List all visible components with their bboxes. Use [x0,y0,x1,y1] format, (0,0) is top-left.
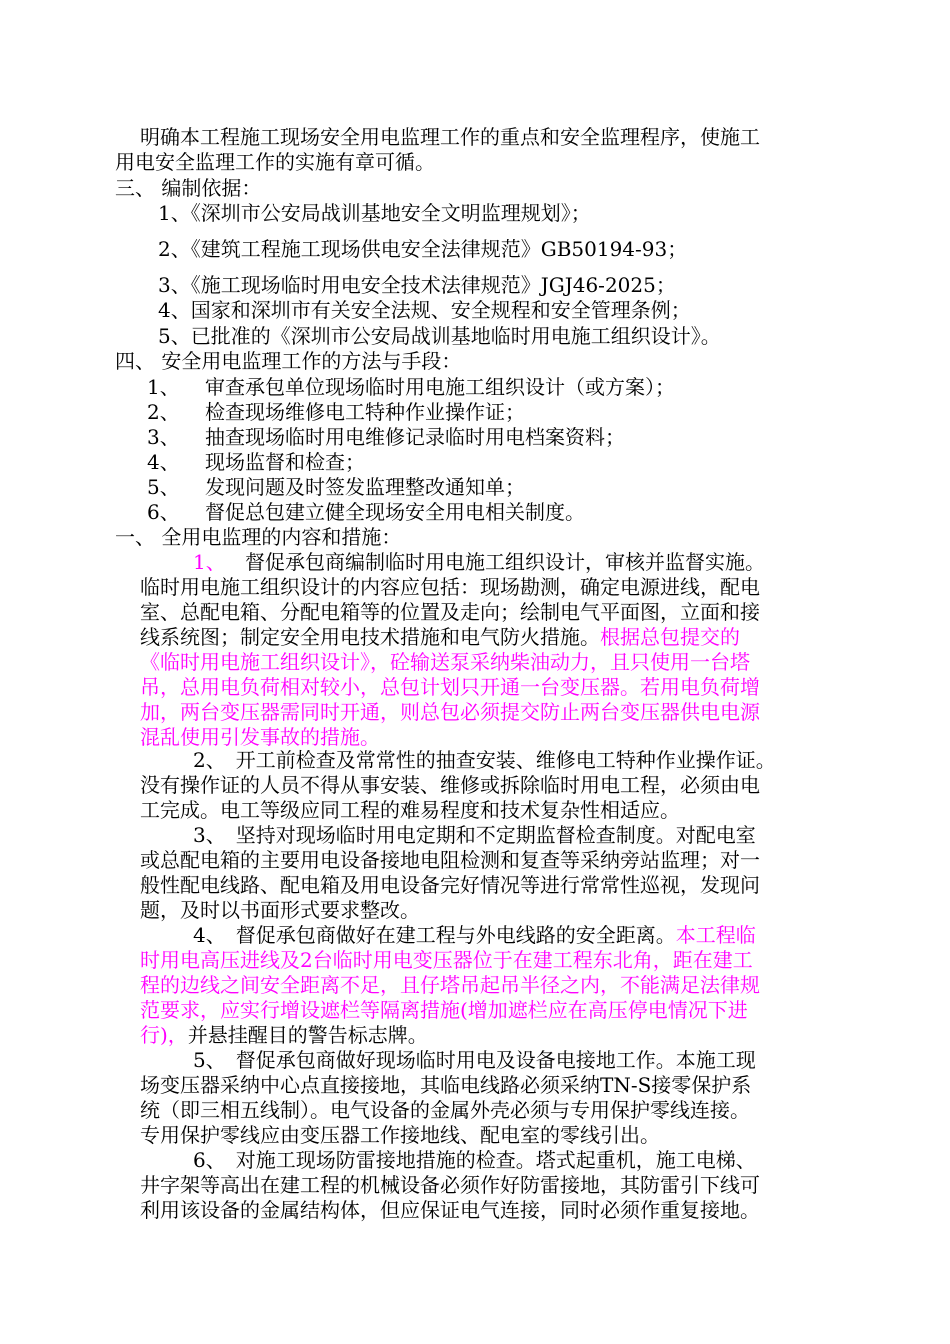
intro-line-1: 明确本工程施工现场安全用电监理工作的重点和安全监理程序，使施工 [140,125,760,149]
p3-line-1: 3、 坚持对现场临时用电定期和不定期监督检查制度。对配电室 [193,823,756,847]
p5-line-2: 场变压器采纳中心点直接接地，其临电线路必须采纳TN-S接零保护系 [140,1073,752,1097]
p6-line-3: 利用该设备的金属结构体，但应保证电气连接，同时必须作重复接地。 [140,1198,760,1222]
p1-line-4-text: 线系统图；制定安全用电技术措施和电气防火措施。 [140,625,600,649]
p5-line-4: 专用保护零线应由变压器工作接地线、配电室的零线引出。 [140,1123,660,1147]
method-num-4: 4、 [147,450,180,474]
basis-item-4: 4、国家和深圳市有关安全法规、安全规程和安全管理条例； [158,298,691,322]
p4-line-5-text: 并悬挂醒目的警告标志牌。 [187,1023,428,1047]
method-num-3: 3、 [147,425,180,449]
p4-line-1-highlight: 本工程临 [675,923,756,947]
p4-line-1 [193,923,756,947]
basis-item-5: 5、已批准的《深圳市公安局战训基地临时用电施工组织设计》。 [158,324,721,348]
method-text-2: 检查现场维修电工特种作业操作证； [205,400,525,424]
p5-line-3: 统（即三相五线制）。电气设备的金属外壳必须与专用保护零线连接。 [140,1098,750,1122]
p3-line-4: 题，及时以书面形式要求整改。 [140,898,420,922]
method-num-1: 1、 [147,375,180,399]
p1-line-1: 督促承包商编制临时用电施工组织设计，审核并监督实施。 [245,550,765,574]
basis-heading: 三、 编制依据： [115,176,262,200]
method-num-6: 6、 [147,500,180,524]
p3-line-2: 或总配电箱的主要用电设备接地电阻检测和复查等采纳旁站监理；对一 [140,848,760,872]
methods-heading: 四、 安全用电监理工作的方法与手段： [115,349,462,373]
content-heading: 一、 全用电监理的内容和措施： [115,525,402,549]
p4-line-1-text: 4、 督促承包商做好在建工程与外电线路的安全距离。 [193,923,676,947]
p2-line-3: 工完成。电工等级应同工程的难易程度和技术复杂性相适应。 [140,798,680,822]
p4-line-3: 程的边线之间安全距离不足，且仔塔吊起吊半径之内，不能满足法律规 [140,973,760,997]
method-text-4: 现场监督和检查； [205,450,365,474]
method-num-5: 5、 [147,475,180,499]
p4-line-4: 范要求，应实行增设遮栏等隔离措施(增加遮栏应在高压停电情况下进 [140,998,748,1022]
intro-line-2: 用电安全监理工作的实施有章可循。 [115,150,435,174]
p1-line-4 [140,625,740,649]
p3-line-3: 般性配电线路、配电箱及用电设备完好情况等进行常常性巡视，发现问 [140,873,760,897]
p1-number: 1、 [193,550,226,574]
p4-line-2: 时用电高压进线及2台临时用电变压器位于在建工程东北角，距在建工 [140,948,753,972]
method-text-6: 督促总包建立健全现场安全用电相关制度。 [205,500,585,524]
basis-item-2: 2、《建筑工程施工现场供电安全法律规范》GB50194-93； [158,237,688,261]
p5-line-1: 5、 督促承包商做好现场临时用电及设备电接地工作。本施工现 [193,1048,756,1072]
method-text-5: 发现问题及时签发监理整改通知单； [205,475,525,499]
p4-line-5-highlight: 行)， [140,1023,188,1047]
p2-line-2: 没有操作证的人员不得从事安装、维修或拆除临时用电工程，必须由电 [140,773,760,797]
p1-line-6: 吊，总用电负荷相对较小，总包计划只开通一台变压器。若用电负荷增 [140,675,760,699]
p2-line-1: 2、 开工前检查及常常性的抽查安装、维修电工特种作业操作证。 [193,748,776,772]
p1-line-8: 混乱使用引发事故的措施。 [140,725,380,749]
p1-line-2: 临时用电施工组织设计的内容应包括：现场勘测，确定电源进线，配电 [140,575,760,599]
method-text-1: 审查承包单位现场临时用电施工组织设计（或方案）； [205,375,675,399]
method-num-2: 2、 [147,400,180,424]
p4-line-5 [140,1023,428,1047]
basis-item-3: 3、《施工现场临时用电安全技术法律规范》JGJ46-2025； [158,273,676,297]
basis-item-1: 1、《深圳市公安局战训基地安全文明监理规划》； [158,201,591,225]
p1-line-3: 室、总配电箱、分配电箱等的位置及走向；绘制电气平面图，立面和接 [140,600,760,624]
p6-line-2: 井字架等高出在建工程的机械设备必须作好防雷接地，其防雷引下线可 [140,1173,760,1197]
p6-line-1: 6、 对施工现场防雷接地措施的检查。塔式起重机，施工电梯、 [193,1148,756,1172]
p1-line-4-highlight: 根据总包提交的 [600,625,740,649]
method-text-3: 抽查现场临时用电维修记录临时用电档案资料； [205,425,625,449]
p1-line-5: 《临时用电施工组织设计》，砼输送泵采纳柴油动力，且只使用一台塔 [140,650,750,674]
p1-line-7: 加，两台变压器需同时开通，则总包必须提交防止两台变压器供电电源 [140,700,760,724]
